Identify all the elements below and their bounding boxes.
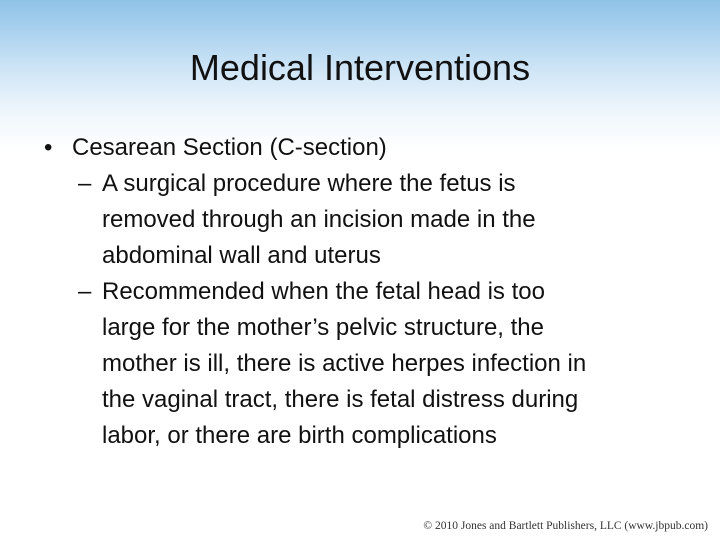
bullet-text: Cesarean Section (C-section) (72, 134, 387, 161)
bullet-point (44, 130, 694, 166)
slide-title: Medical Interventions (189, 47, 531, 88)
sub-point-line: Recommended when the fetal head is too (102, 278, 545, 305)
sub-point-line: large for the mother’s pelvic structure, the (102, 314, 544, 341)
sub-point-recommendation (44, 274, 694, 454)
sub-point-line: the vaginal tract, there is fetal distress during (102, 386, 579, 413)
sub-point-line: A surgical procedure where the fetus is (102, 170, 516, 197)
copyright-notice: © 2010 Jones and Bartlett Publishers, LLC (www.jbpub.com) (423, 520, 708, 532)
slide-body (44, 130, 694, 454)
sub-point-definition (44, 166, 694, 274)
sub-point-line: abdominal wall and uterus (102, 242, 381, 269)
sub-point-marker: – (78, 278, 92, 305)
sub-point-line: mother is ill, there is active herpes infection in (102, 350, 587, 377)
sub-point-marker: – (78, 170, 92, 197)
sub-point-line: labor, or there are birth complications (102, 422, 497, 449)
bullet-marker: • (44, 134, 53, 161)
sub-point-line: removed through an incision made in the (102, 206, 536, 233)
